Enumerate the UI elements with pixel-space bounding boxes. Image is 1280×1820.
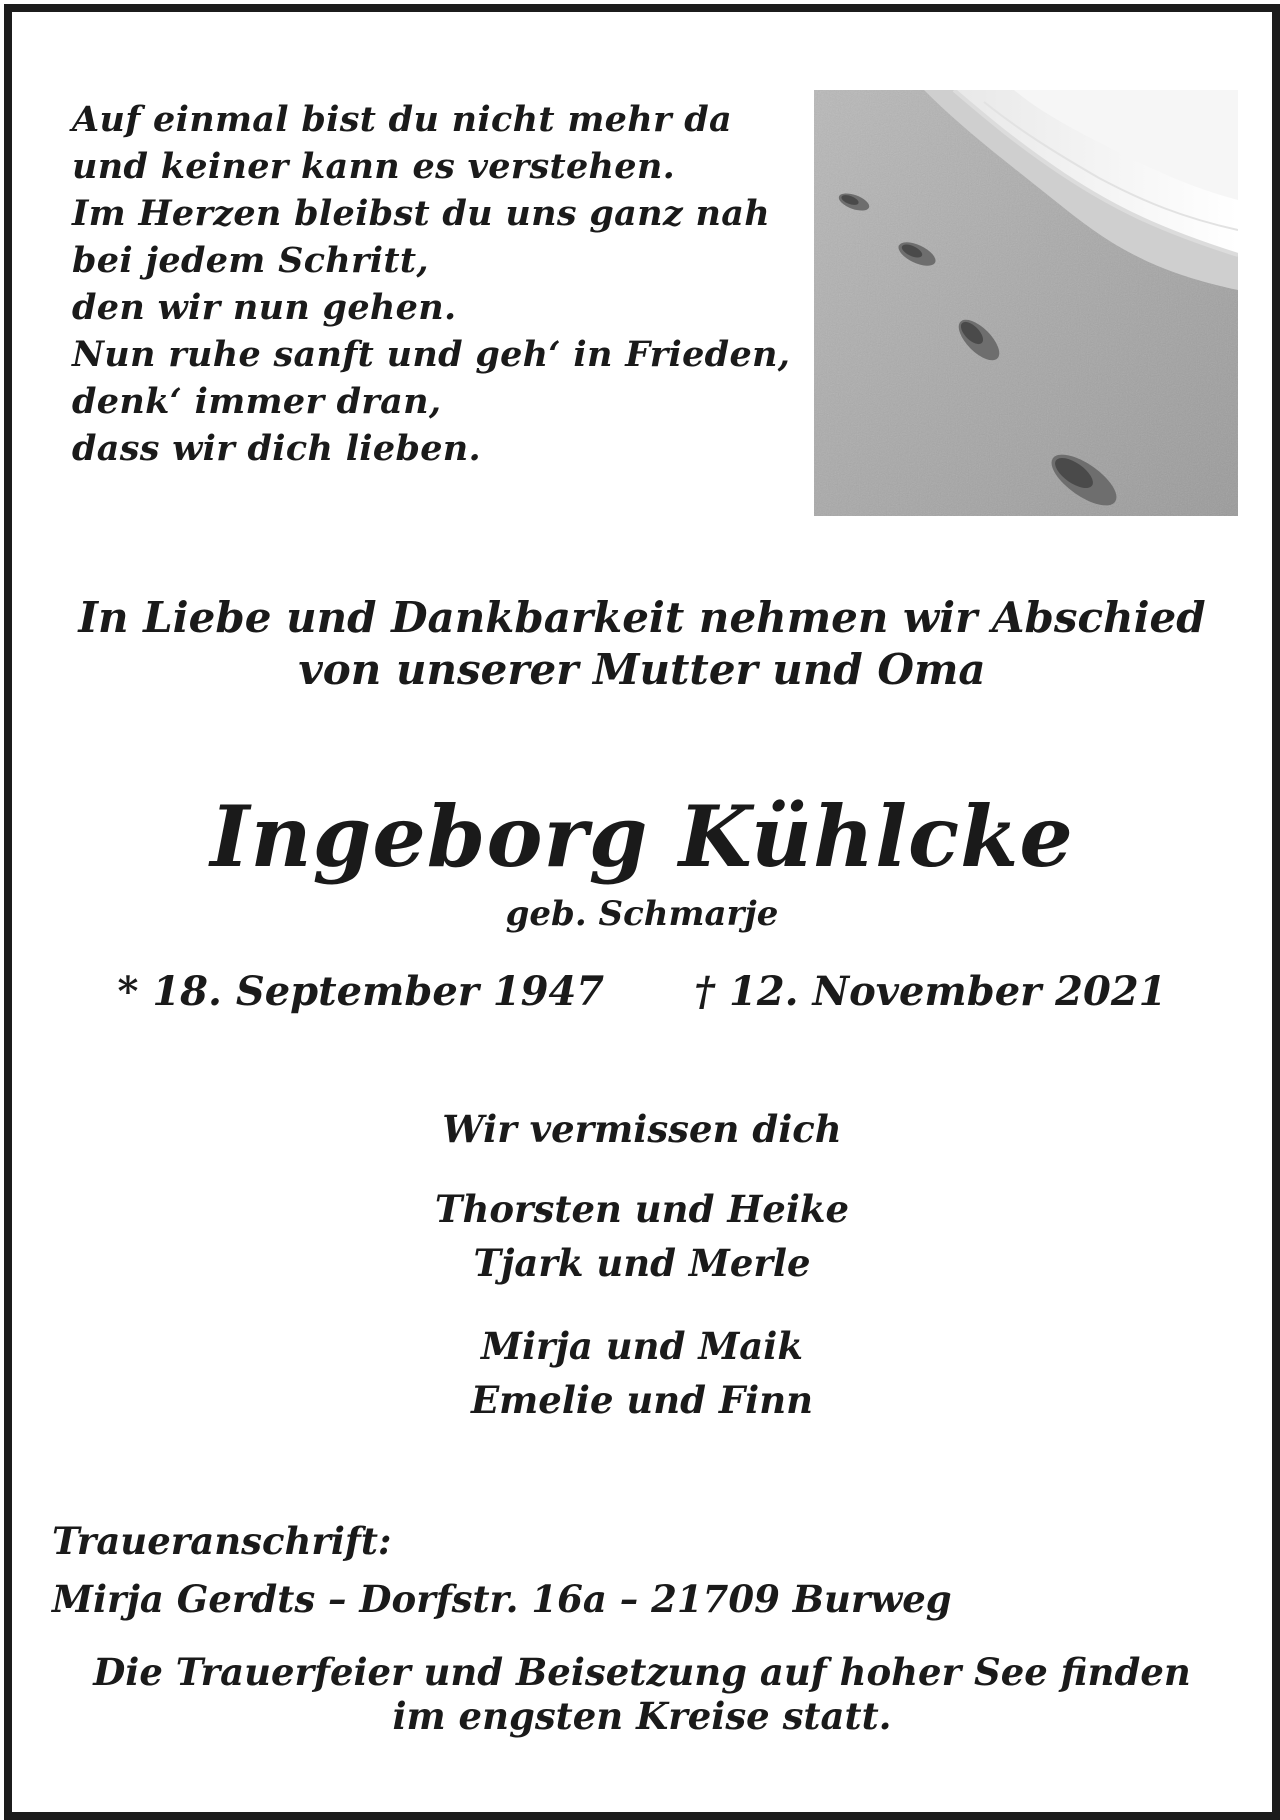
funeral-note [12,1650,1272,1738]
funeral-note-line: Die Trauerfeier und Beisetzung auf hoher See finden [93,1650,1191,1694]
address-label: Traueranschrift: [52,1519,392,1563]
poem-line: Nun ruhe sanft und geh‘ in Frieden, [72,334,791,375]
obituary-frame [4,4,1280,1820]
family-line: Mirja und Maik [481,1324,803,1368]
poem-line: Auf einmal bist du nicht mehr da [72,99,732,140]
birth-date: * 18. September 1947 [117,968,605,1015]
intro-line: In Liebe und Dankbarkeit nehmen wir Abschied [78,593,1206,642]
mourning-address [52,1512,952,1628]
miss-you-message: Wir vermissen dich [442,1107,842,1151]
intro-text [12,592,1272,696]
footprints-on-beach-image [814,90,1238,516]
funeral-note-line: im engsten Kreise statt. [392,1694,892,1738]
poem [72,96,832,472]
family-group-1 [12,1182,1272,1290]
poem-line: bei jedem Schritt, [72,240,429,281]
poem-line: den wir nun gehen. [72,287,457,328]
family-line: Tjark und Merle [473,1241,811,1285]
intro-line: von unserer Mutter und Oma [298,645,986,694]
death-date: † 12. November 2021 [694,968,1167,1015]
family-group-2 [12,1319,1272,1427]
address-line: Mirja Gerdts – Dorfstr. 16a – 21709 Burweg [52,1577,952,1621]
obituary-content [12,12,1272,1812]
poem-line: dass wir dich lieben. [72,428,482,469]
life-dates [12,967,1272,1017]
deceased-name: Ingeborg Kühlcke [210,787,1074,886]
poem-line: Im Herzen bleibst du uns ganz nah [72,193,771,234]
family-line: Thorsten und Heike [434,1187,850,1231]
poem-line: denk‘ immer dran, [72,381,442,422]
family-line: Emelie und Finn [470,1378,814,1422]
poem-line: und keiner kann es verstehen. [72,146,676,187]
maiden-name: geb. Schmarje [505,894,779,934]
